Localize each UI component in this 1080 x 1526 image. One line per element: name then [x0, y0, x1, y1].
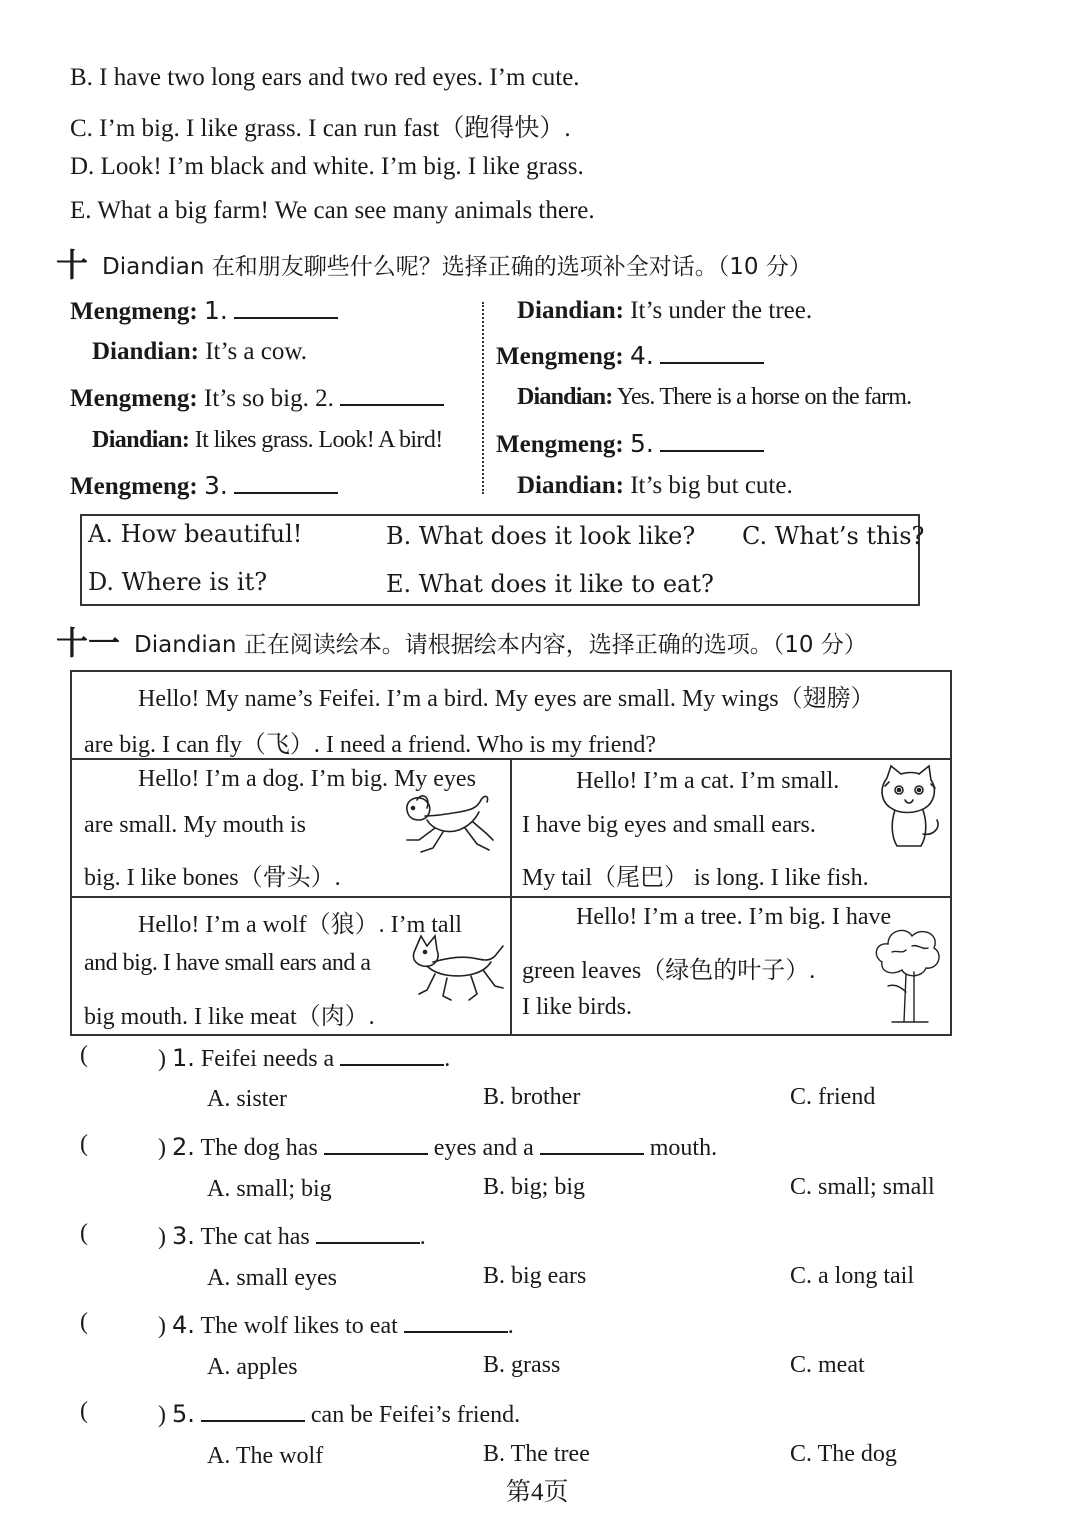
answer-blank-2[interactable] [340, 382, 444, 406]
q3-option-c: C. a long tail [790, 1263, 914, 1289]
dialogue-option-b: B. What does it look like? [386, 522, 696, 550]
dialogue-right-line-1: Diandian: It’s under the tree. [517, 297, 813, 324]
dialogue-left-line-4: Diandian: It likes grass. Look! A bird! [92, 427, 443, 453]
story-cat-line-2: I have big eyes and small ears. [522, 812, 816, 838]
question-2: ) 2. The dog has eyes and a mouth. [158, 1133, 718, 1161]
page-number: 第4页 [506, 1479, 569, 1506]
dialogue-options-box [80, 514, 925, 606]
q2-option-c: C. small; small [790, 1174, 935, 1200]
answer-paren-3[interactable]: ( [80, 1220, 88, 1246]
story-dog-line-3: big. I like bones（骨头）. [84, 865, 341, 891]
answer-paren-1[interactable]: ( [80, 1042, 88, 1068]
story-tree-line-3: I like birds. [522, 994, 632, 1020]
option-e-text: E. What a big farm! We can see many animals there. [70, 197, 595, 224]
question-1-blank[interactable] [340, 1042, 444, 1066]
answer-blank-5[interactable] [660, 428, 764, 452]
story-wolf-line-1: Hello! I’m a wolf（狼）. I’m tall [138, 912, 462, 938]
option-d-text: D. Look! I’m black and white. I’m big. I like grass. [70, 153, 584, 180]
q2-option-b: B. big; big [483, 1174, 586, 1200]
story-cat-line-1: Hello! I’m a cat. I’m small. [576, 768, 840, 794]
dog-icon [397, 790, 497, 870]
q3-option-a: A. small eyes [207, 1265, 337, 1291]
dialogue-option-e: E. What does it like to eat? [386, 570, 714, 598]
section-11-heading [56, 618, 867, 664]
section-11-number: 十一 [56, 625, 121, 661]
section-10-heading [56, 240, 812, 286]
answer-blank-1[interactable] [234, 295, 338, 319]
story-tree-line-1: Hello! I’m a tree. I’m big. I have [576, 904, 892, 930]
story-wolf-line-3: big mouth. I like meat（肉）. [84, 1004, 375, 1030]
dialogue-left-line-3: Mengmeng: It’s so big. 2. [70, 382, 444, 413]
question-2-blank-1[interactable] [324, 1131, 428, 1155]
question-4: ) 4. The wolf likes to eat . [158, 1311, 514, 1339]
dialogue-option-a: A. How beautiful! [88, 520, 303, 548]
story-intro-line-1: Hello! My name’s Feifei. I’m a bird. My eyes are small. My wings（翅膀） [138, 686, 875, 712]
question-1: ) 1. Feifei needs a . [158, 1044, 451, 1072]
q2-option-a: A. small; big [207, 1176, 332, 1202]
section-10-number: 十 [56, 247, 89, 283]
answer-blank-4[interactable] [660, 340, 764, 364]
tree-icon [872, 922, 944, 1032]
question-4-blank[interactable] [404, 1309, 508, 1333]
dialogue-left-line-1: Mengmeng: 1. [70, 295, 338, 326]
q4-option-b: B. grass [483, 1352, 561, 1378]
answer-paren-2[interactable]: ( [80, 1131, 88, 1157]
question-3: ) 3. The cat has . [158, 1222, 426, 1250]
section-11-title: Diandian 正在阅读绘本。请根据绘本内容，选择正确的选项。（10 分） [134, 632, 867, 658]
dialogue-right-line-2: Mengmeng: 4. [496, 340, 764, 371]
story-dog-line-1: Hello! I’m a dog. I’m big. My eyes [138, 766, 476, 792]
dialogue-divider [482, 302, 484, 494]
answer-paren-5[interactable]: ( [80, 1398, 88, 1424]
story-dog-line-2: are small. My mouth is [84, 812, 306, 838]
dialogue-right-line-3: Diandian: Yes. There is a horse on the farm. [517, 384, 912, 410]
answer-paren-4[interactable]: ( [80, 1309, 88, 1335]
question-3-blank[interactable] [316, 1220, 420, 1244]
dialogue-option-c: C. What’s this? [742, 522, 925, 550]
q1-option-b: B. brother [483, 1084, 581, 1110]
wolf-icon [407, 930, 507, 1010]
question-5-blank[interactable] [201, 1398, 305, 1422]
q1-option-c: C. friend [790, 1084, 876, 1110]
story-tree-line-2: green leaves（绿色的叶子）. [522, 958, 816, 984]
option-c-text: C. I’m big. I like grass. I can run fast（跑得快）. [70, 115, 571, 142]
q5-option-a: A. The wolf [207, 1443, 324, 1469]
dialogue-right-line-4: Mengmeng: 5. [496, 428, 764, 459]
q5-option-b: B. The tree [483, 1441, 590, 1467]
answer-blank-3[interactable] [234, 470, 338, 494]
q3-option-b: B. big ears [483, 1263, 587, 1289]
section-10-title: Diandian 在和朋友聊些什么呢？选择正确的选项补全对话。（10 分） [102, 254, 812, 280]
dialogue-right-line-5: Diandian: It’s big but cute. [517, 472, 793, 499]
dialogue-left-line-2: Diandian: It’s a cow. [92, 338, 308, 365]
option-b-text: B. I have two long ears and two red eyes. I’m cute. [70, 64, 580, 91]
q4-option-c: C. meat [790, 1352, 865, 1378]
q1-option-a: A. sister [207, 1086, 287, 1112]
q4-option-a: A. apples [207, 1354, 298, 1380]
picture-book-table [70, 670, 952, 1036]
story-wolf-line-2: and big. I have small ears and a [84, 950, 371, 976]
q5-option-c: C. The dog [790, 1441, 897, 1467]
story-cat-line-3: My tail（尾巴） is long. I like fish. [522, 865, 869, 891]
dialogue-option-d: D. Where is it? [88, 568, 268, 596]
question-5: ) 5. can be Feifei’s friend. [158, 1400, 521, 1428]
question-2-blank-2[interactable] [540, 1131, 644, 1155]
cat-icon [875, 764, 943, 854]
story-intro-line-2: are big. I can fly（飞）. I need a friend. Who is my friend? [84, 732, 657, 758]
dialogue-left-line-5: Mengmeng: 3. [70, 470, 338, 501]
